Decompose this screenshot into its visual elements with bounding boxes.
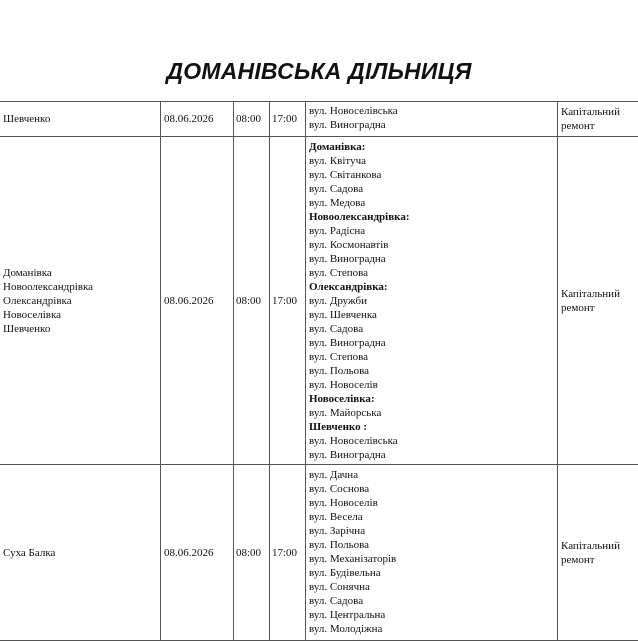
- text-line: Новоолександрівка: [3, 280, 94, 293]
- street-name: вул. Польова: [309, 539, 370, 551]
- column-border: [557, 101, 558, 640]
- street-name: вул. Польова: [309, 365, 370, 377]
- text-line: Капітальний: [561, 287, 620, 300]
- street-name: вул. Шевченка: [309, 309, 377, 321]
- street-name: вул. Новоселівська: [309, 105, 398, 117]
- street-name: вул. Дачна: [309, 469, 359, 481]
- start-time-value: 08:00: [236, 113, 262, 125]
- date-value: 08.06.2026: [164, 113, 214, 125]
- street-name: вул. Зарічна: [309, 525, 366, 537]
- street-name: вул. Садова: [309, 595, 364, 607]
- streets-cell: [309, 140, 555, 462]
- street-name: вул. Новоселів: [309, 497, 378, 509]
- street-name: вул. Виноградна: [309, 337, 386, 349]
- street-name: вул. Виноградна: [309, 253, 386, 265]
- date-cell: [164, 137, 231, 464]
- street-name: вул. Космонавтів: [309, 239, 389, 251]
- village-heading: Доманівка:: [309, 141, 366, 153]
- settlement-cell: [3, 102, 158, 136]
- street-name: вул. Центральна: [309, 609, 386, 621]
- street-name: вул. Будівельна: [309, 567, 381, 579]
- start-time-value: 08:00: [236, 294, 262, 307]
- reason-cell: [561, 465, 636, 640]
- text-line: Капітальний: [561, 539, 620, 552]
- end-time-value: 17:00: [272, 546, 298, 559]
- reason-cell: [561, 102, 636, 136]
- street-name: вул. Степова: [309, 267, 369, 279]
- end-time-cell: [272, 137, 303, 464]
- settlement-cell: [3, 465, 158, 640]
- page-title: ДОМАНІВСЬКА ДІЛЬНИЦЯ: [166, 58, 472, 84]
- street-name: вул. Світанкова: [309, 169, 382, 181]
- start-time-value: 08:00: [236, 546, 262, 559]
- village-heading: Олександрівка:: [309, 281, 388, 293]
- street-name: вул. Майорська: [309, 407, 382, 419]
- streets-cell: [309, 104, 555, 132]
- text-line: ремонт: [561, 120, 595, 132]
- street-name: вул. Новоселівська: [309, 435, 398, 447]
- street-name: вул. Медова: [309, 197, 366, 209]
- village-heading: Новоолександрівка:: [309, 211, 410, 223]
- streets-cell: [309, 468, 555, 636]
- text-line: Доманівка: [3, 266, 52, 279]
- street-name: вул. Виноградна: [309, 119, 386, 131]
- text-line: ремонт: [561, 553, 595, 566]
- text-line: Олександрівка: [3, 294, 72, 307]
- column-border: [305, 101, 306, 640]
- settlement-cell: [3, 137, 158, 464]
- street-name: вул. Садова: [309, 183, 364, 195]
- start-time-cell: [236, 465, 267, 640]
- street-name: вул. Механізаторів: [309, 553, 397, 565]
- street-name: вул. Сонячна: [309, 581, 370, 593]
- street-name: вул. Виноградна: [309, 449, 386, 461]
- text-line: Капітальний: [561, 106, 620, 118]
- street-name: вул. Садова: [309, 323, 364, 335]
- text-line: ремонт: [561, 301, 595, 314]
- text-line: Новоселівка: [3, 308, 62, 321]
- street-name: вул. Весела: [309, 511, 363, 523]
- text-line: Шевченко: [3, 322, 51, 335]
- date-value: 08.06.2026: [164, 546, 214, 559]
- street-name: вул. Соснова: [309, 483, 370, 495]
- end-time-cell: [272, 102, 303, 136]
- column-border: [233, 101, 234, 640]
- text-line: Суха Балка: [3, 546, 56, 559]
- street-name: вул. Молодіжна: [309, 623, 383, 635]
- street-name: вул. Квітуча: [309, 155, 366, 167]
- street-name: вул. Степова: [309, 351, 369, 363]
- village-heading: Шевченко :: [309, 421, 368, 433]
- end-time-value: 17:00: [272, 294, 298, 307]
- end-time-value: 17:00: [272, 113, 298, 125]
- village-heading: Новоселівка:: [309, 393, 375, 405]
- date-value: 08.06.2026: [164, 294, 214, 307]
- start-time-cell: [236, 137, 267, 464]
- end-time-cell: [272, 465, 303, 640]
- date-cell: [164, 465, 231, 640]
- column-border: [160, 101, 161, 640]
- start-time-cell: [236, 102, 267, 136]
- text-line: Шевченко: [3, 113, 51, 125]
- column-border: [269, 101, 270, 640]
- street-name: вул. Новоселів: [309, 379, 378, 391]
- street-name: вул. Дружби: [309, 295, 367, 307]
- street-name: вул. Радісна: [309, 225, 366, 237]
- reason-cell: [561, 137, 636, 464]
- date-cell: [164, 102, 231, 136]
